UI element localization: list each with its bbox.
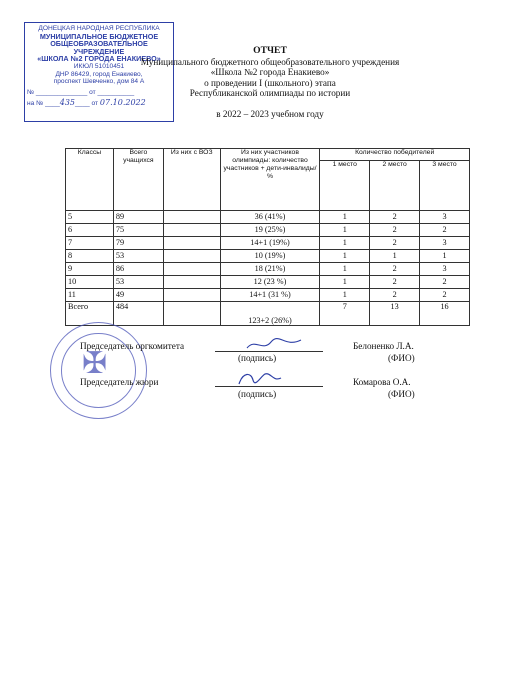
report-subtitle-line: о проведении I (школьного) этапа (204, 77, 336, 88)
stamp-reg-from: от (89, 88, 96, 96)
header-voz: Из них с ВОЗ (163, 149, 220, 211)
cell-class: 10 (66, 276, 114, 289)
cell-place-3: 3 (420, 211, 470, 224)
table-row (66, 276, 470, 289)
stamp-line: «ШКОЛА №2 ГОРОДА ЕНАКИЕВО» (37, 54, 161, 64)
header-place-1: 1 место (320, 161, 370, 211)
cell-voz (163, 224, 220, 237)
cell-total: 75 (113, 224, 163, 237)
chair-signature-icon (245, 336, 305, 354)
table-row (66, 250, 470, 263)
stamp-reg-line-1: № ______________ от __________ (27, 88, 135, 96)
cell-place-3: 3 (420, 237, 470, 250)
report-title: ОТЧЕТ (253, 45, 287, 56)
chair-name-caption: (ФИО) (388, 353, 415, 363)
jury-sign-caption: (подпись) (238, 389, 277, 399)
stamp-reg-line-2: на № ____435____ от 07.10.2022 (27, 98, 146, 108)
cell-participants: 14+1 (19%) (220, 237, 320, 250)
jury-name: Комарова О.А. (353, 377, 411, 387)
stamp-reg-prefix: № (27, 88, 35, 96)
cell-place-2: 2 (370, 263, 420, 276)
cell-place-1: 1 (320, 263, 370, 276)
stamp-line: проспект Шевченко, дом 84 А (53, 78, 145, 86)
cell-place-1: 1 (320, 250, 370, 263)
stamp-line: МУНИЦИПАЛЬНОЕ БЮДЖЕТНОЕ (39, 31, 159, 41)
cell-participants: 123+2 (26%) (220, 302, 320, 326)
cell-place-1: 1 (320, 211, 370, 224)
cell-total: 484 (113, 302, 163, 326)
chair-sign-caption: (подпись) (238, 353, 277, 363)
table-row (66, 237, 470, 250)
cell-place-1: 1 (320, 289, 370, 302)
stamp-line: ДОНЕЦКАЯ НАРОДНАЯ РЕСПУБЛИКА (38, 25, 160, 32)
stamp-line: ИКЮЛ 51010451 (73, 62, 125, 70)
cell-place-2: 2 (370, 237, 420, 250)
jury-role: Председатель жюри (80, 377, 159, 387)
cell-participants: 18 (21%) (220, 263, 320, 276)
table-total-row (66, 302, 470, 326)
report-subtitle-line: Муниципального бюджетного общеобразовательного учреждения (140, 56, 400, 67)
cell-place-1: 7 (320, 302, 370, 326)
official-seal (50, 322, 147, 419)
cell-place-3: 2 (420, 289, 470, 302)
cell-total: 53 (113, 276, 163, 289)
table-row (66, 211, 470, 224)
cell-voz (163, 276, 220, 289)
cell-place-3: 3 (420, 263, 470, 276)
cell-place-2: 13 (370, 302, 420, 326)
cell-participants: 19 (25%) (220, 224, 320, 237)
cell-voz (163, 289, 220, 302)
stamp-reg-date: 07.10.2022 (99, 98, 146, 108)
cell-class: Всего (66, 302, 114, 326)
stamp-reg-number: 435 (59, 98, 76, 108)
cell-class: 9 (66, 263, 114, 276)
cell-place-2: 1 (370, 250, 420, 263)
cell-total: 53 (113, 250, 163, 263)
cell-total: 89 (113, 211, 163, 224)
table-row (66, 224, 470, 237)
cell-place-1: 1 (320, 276, 370, 289)
cell-total: 79 (113, 237, 163, 250)
cell-place-2: 2 (370, 276, 420, 289)
table-row (66, 289, 470, 302)
cell-participants: 36 (41%) (220, 211, 320, 224)
report-header (120, 46, 420, 120)
results-table (65, 148, 470, 326)
cell-voz (163, 263, 220, 276)
stamp-line: ДНР 86429, город Енакиево, (55, 70, 143, 78)
header-winners: Количество победителей (320, 149, 470, 161)
cell-class: 11 (66, 289, 114, 302)
stamp-reg-prefix: на № (27, 100, 44, 108)
cell-participants: 12 (23 %) (220, 276, 320, 289)
cell-total: 49 (113, 289, 163, 302)
cell-place-3: 1 (420, 250, 470, 263)
cell-voz (163, 211, 220, 224)
cell-place-3: 16 (420, 302, 470, 326)
header-total-students: Всего учащихся (113, 149, 163, 211)
header-participants: Из них участников олимпиады: количество участников + дети-инвалиды/ % (220, 149, 320, 211)
cell-place-2: 2 (370, 224, 420, 237)
cell-class: 8 (66, 250, 114, 263)
cell-place-1: 1 (320, 224, 370, 237)
chair-role: Председатель оргкомитета (80, 341, 185, 351)
cell-place-2: 2 (370, 289, 420, 302)
header-place-2: 2 место (370, 161, 420, 211)
cell-participants: 14+1 (31 %) (220, 289, 320, 302)
cell-total: 86 (113, 263, 163, 276)
cell-participants: 10 (19%) (220, 250, 320, 263)
stamp-reg-from: от (91, 100, 99, 108)
stamp-line: ОБЩЕОБРАЗОВАТЕЛЬНОЕ УЧРЕЖДЕНИЕ (50, 39, 148, 56)
table-row (66, 263, 470, 276)
header-classes: Классы (66, 149, 114, 211)
report-year: в 2022 – 2023 учебном году (216, 108, 324, 119)
cell-voz (163, 302, 220, 326)
cell-class: 5 (66, 211, 114, 224)
report-subtitle-line: Республиканской олимпиады по истории (189, 88, 351, 99)
cell-voz (163, 250, 220, 263)
cell-class: 6 (66, 224, 114, 237)
chair-name: Белоненко Л.А. (353, 341, 414, 351)
jury-name-caption: (ФИО) (388, 389, 415, 399)
cell-place-2: 2 (370, 211, 420, 224)
eagle-emblem-icon: ✠ (82, 347, 108, 380)
cell-voz (163, 237, 220, 250)
report-subtitle-line: «Школа №2 города Енакиево» (210, 67, 330, 78)
cell-place-1: 1 (320, 237, 370, 250)
cell-place-3: 2 (420, 224, 470, 237)
cell-place-3: 2 (420, 276, 470, 289)
header-place-3: 3 место (420, 161, 470, 211)
cell-class: 7 (66, 237, 114, 250)
